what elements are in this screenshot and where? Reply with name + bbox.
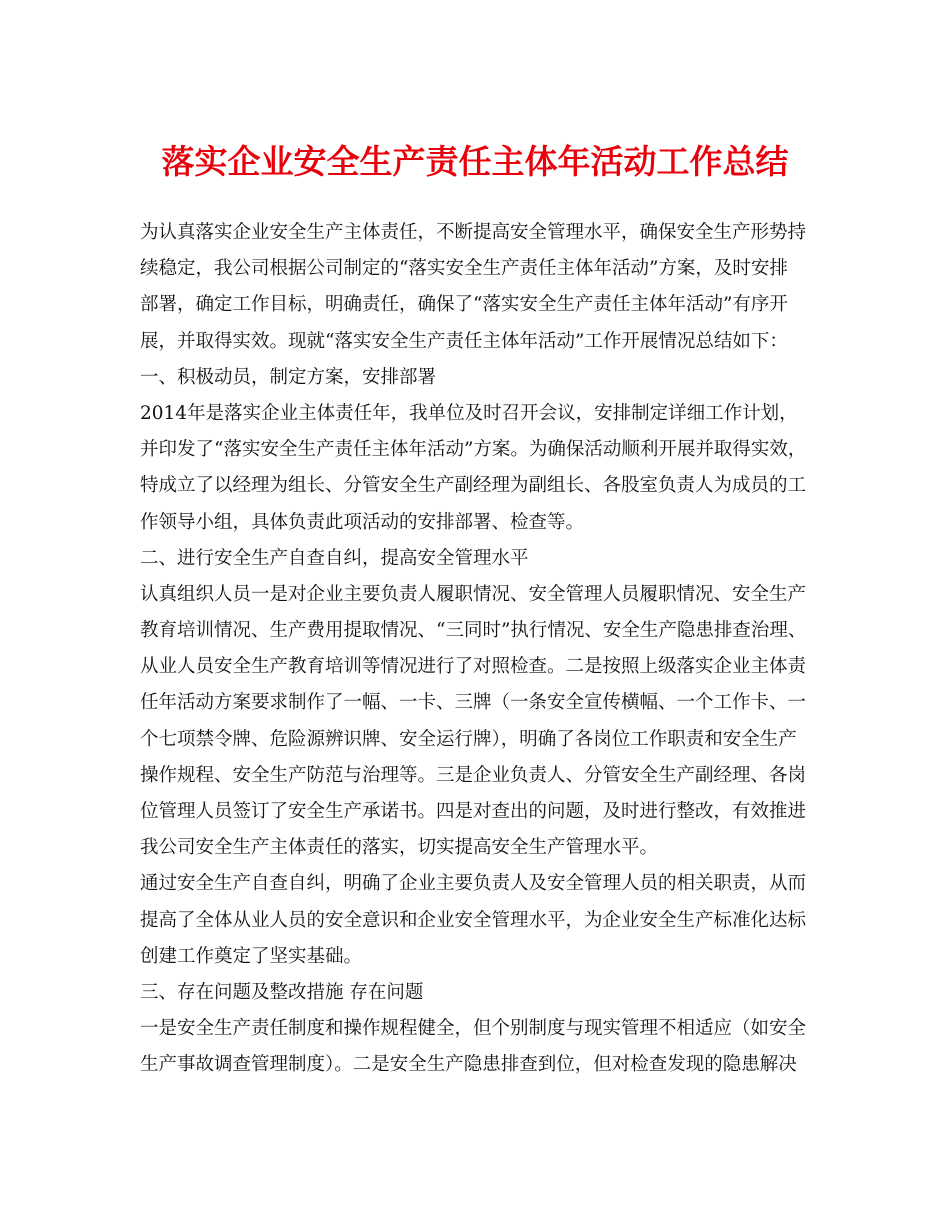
body-line: 2014年是落实企业主体责任年，我单位及时召开会议，安排制定详细工作计划， xyxy=(140,402,798,424)
body-line: 特成立了以经理为组长、分管安全生产副经理为副组长、各股室负责人为成员的工 xyxy=(140,475,807,497)
body-line: 部署，确定工作目标，明确责任，确保了“落实安全生产责任主体年活动”有序开 xyxy=(140,294,788,316)
document-title: 落实企业安全生产责任主体年活动工作总结 xyxy=(161,142,789,181)
section-heading-3: 三、存在问题及整改措施 存在问题 xyxy=(140,981,424,1003)
body-line: 并印发了“落实安全生产责任主体年活动”方案。为确保活动顺利开展并取得实效， xyxy=(140,439,807,461)
body-line: 为认真落实企业安全生产主体责任，不断提高安全管理水平，确保安全生产形势持 xyxy=(140,222,807,243)
body-line: 操作规程、安全生产防范与治理等。三是企业负责人、分管安全生产副经理、各岗 xyxy=(140,764,807,786)
body-line: 展，并取得实效。现就“落实安全生产责任主体年活动”工作开展情况总结如下： xyxy=(140,330,788,352)
document-body xyxy=(140,215,820,1084)
body-line: 认真组织人员一是对企业主要负责人履职情况、安全管理人员履职情况、安全生产 xyxy=(140,583,807,605)
body-line: 通过安全生产自查自纠，明确了企业主要负责人及安全管理人员的相关职责，从而 xyxy=(140,873,807,895)
body-line: 一是安全生产责任制度和操作规程健全，但个别制度与现实管理不相适应（如安全 xyxy=(140,1018,807,1040)
body-line: 创建工作奠定了坚实基础。 xyxy=(140,945,363,967)
body-line: 续稳定，我公司根据公司制定的“落实安全生产责任主体年活动”方案，及时安排 xyxy=(140,258,788,280)
body-line: 个七项禁令牌、危险源辨识牌、安全运行牌），明确了各岗位工作职责和安全生产 xyxy=(140,728,797,750)
body-line: 位管理人员签订了安全生产承诺书。四是对查出的问题，及时进行整改，有效推进 xyxy=(140,801,807,822)
body-line: 从业人员安全生产教育培训等情况进行了对照检查。二是按照上级落实企业主体责 xyxy=(140,656,807,678)
body-line: 作领导小组，具体负责此项活动的安排部署、检查等。 xyxy=(140,511,585,533)
body-line: 提高了全体从业人员的安全意识和企业安全管理水平，为企业安全生产标准化达标 xyxy=(140,909,807,931)
body-line: 任年活动方案要求制作了一幅、一卡、三牌（一条安全宣传横幅、一个工作卡、一 xyxy=(140,692,807,714)
body-line: 生产事故调查管理制度）。二是安全生产隐患排查到位，但对检查发现的隐患解决 xyxy=(140,1054,797,1076)
body-line: 我公司安全生产主体责任的落实，切实提高安全生产管理水平。 xyxy=(140,837,659,859)
section-heading-2: 二、进行安全生产自查自纠，提高安全管理水平 xyxy=(140,547,529,569)
body-line: 教育培训情况、生产费用提取情况、“三同时”执行情况、安全生产隐患排查治理、 xyxy=(140,620,807,642)
section-heading-1: 一、积极动员，制定方案，安排部署 xyxy=(140,366,437,388)
